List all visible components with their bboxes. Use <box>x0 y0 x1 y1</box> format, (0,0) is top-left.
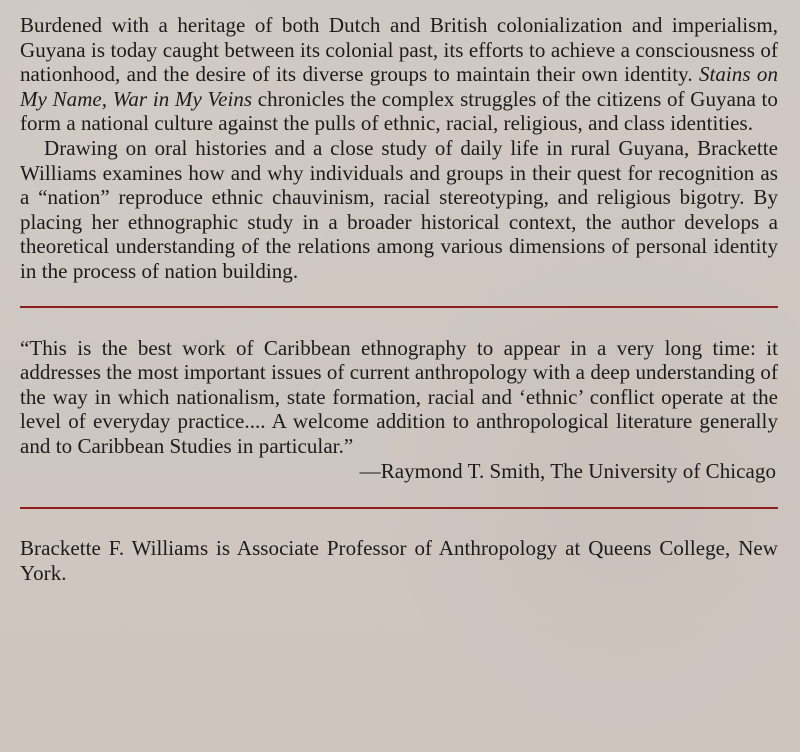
section-divider-bottom <box>20 507 778 509</box>
description-paragraph-1 <box>20 13 778 136</box>
review-attribution: —Raymond T. Smith, The University of Chicago <box>359 458 776 483</box>
author-bio-section <box>20 536 778 585</box>
description-paragraph-1-after: chronicles the complex struggles of the citizens of Guyana to form a national culture against the pulls of ethnic, racial, religious, and class identities. <box>20 86 778 136</box>
review-quote-section <box>20 336 778 484</box>
author-bio: Brackette F. Williams is Associate Professor of Anthropology at Queens College, New York. <box>20 536 778 585</box>
section-divider-top <box>20 306 778 308</box>
book-title: Stains on My Name, War in My Veins <box>20 62 778 111</box>
review-quote: “This is the best work of Caribbean ethnography to appear in a very long time: it addresses the most important issues of current anthropology with a deep understanding of the way in which nationalism, state formation, racial and ‘ethnic’ conflict operate at the level of everyday practice.... A welcome addition to anthropological literature generally and to Caribbean Studies in particular.” <box>20 335 778 458</box>
description-paragraph-2: Drawing on oral histories and a close study of daily life in rural Guyana, Brackette Williams examines how and why individuals and groups in their quest for recognition as a “nation” reproduce ethnic chauvinism, racial stereotyping, and religious bigotry. By placing her ethnographic study in a broader historical context, the author develops a theoretical understanding of the relations among various dimensions of personal identity in the process of nation building. <box>20 135 778 283</box>
description-paragraph-1-before: Burdened with a heritage of both Dutch and British colonialization and imperialism, Guyana is today caught between its colonial past, its efforts to achieve a consciousness of nationhood, and the desire of its diverse groups to maintain their own identity. <box>20 13 778 87</box>
book-description <box>20 13 778 284</box>
